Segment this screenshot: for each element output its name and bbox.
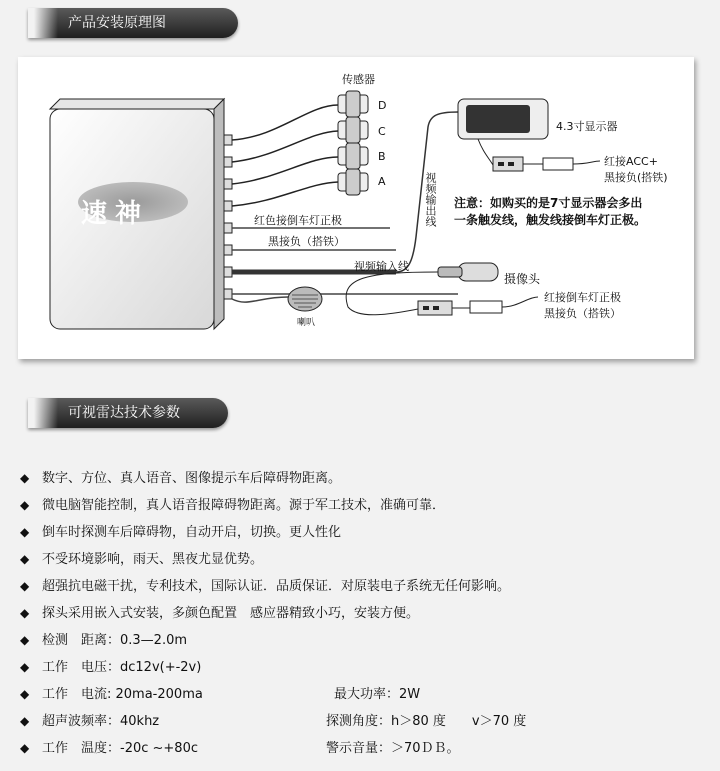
feature-text: 工作 电压：dc12v(+-2v) [42,660,202,675]
feature-item [20,573,510,600]
sensors [338,91,368,195]
display-device [458,99,600,171]
bullet-icon: ◆ [20,741,30,755]
feature-item [20,654,510,681]
feature-text: 超强抗电磁干扰，专利技术，国际认证．品质保证．对原装电子系统无任何影响。 [42,579,511,594]
feature-item [20,519,510,546]
sensor-label-d: D [378,99,387,112]
bullet-icon: ◆ [20,633,30,647]
feature-item [20,465,510,492]
feature-text: 探头采用嵌入式安装，多颜色配置 感应器精致小巧，安装方便。 [42,606,420,621]
feature-text: 数字、方位、真人语音、图像提示车后障碍物距离。 [42,471,342,486]
camera-wire-black-label: 黑接负（搭铁） [544,307,621,320]
feature-text: 倒车时探测车后障碍物，自动开启，切换。更人性化 [42,525,342,540]
speaker-label: 喇叭 [297,318,316,328]
section-title-diagram-text: 产品安装原理图 [68,15,166,31]
spec-detect-angle: 探测角度：h＞80 度 v＞70 度 [326,714,527,729]
brand-text: 速神 [81,199,150,229]
camera-label: 摄像头 [504,272,541,286]
sensor-wires [232,105,338,206]
feature-item [20,600,510,627]
black-wire-label: 黑接负（搭铁） [268,235,345,248]
video-in-label: 视频输入线 [354,260,409,273]
connector-ports [224,135,232,299]
installation-diagram [18,57,694,359]
spec-alert-volume: 警示音量：＞70ＤＢ。 [326,741,460,756]
feature-item [20,546,510,573]
display-label: 4.3寸显示器 [556,120,618,133]
video-out-label: 视频输出线 [424,172,437,227]
bullet-icon: ◆ [20,471,30,485]
feature-item [20,627,510,654]
display-wire-black-label: 黑接负(搭铁) [604,171,668,184]
bullet-icon: ◆ [20,498,30,512]
feature-text: 工作 温度：-20c ~+80c [42,741,198,756]
section-title-diagram [28,8,238,38]
bullet-icon: ◆ [20,606,30,620]
feature-text: 工作 电流: 20ma-200ma [42,687,203,702]
bullet-icon: ◆ [20,660,30,674]
display-wire-red-label: 红接ACC+ [604,155,658,168]
feature-text: 检测 距离：0.3—2.0m [42,633,188,648]
sensor-group-label: 传感器 [342,73,375,86]
note-line-1: 注意：如购买的是7寸显示器会多出 [454,196,643,210]
note-line-2: 一条触发线，触发线接倒车灯正极。 [454,213,647,227]
spec-max-power: 最大功率：2W [334,687,421,702]
bullet-icon: ◆ [20,714,30,728]
camera-wire-red-label: 红接倒车灯正极 [544,291,621,304]
feature-text: 超声波频率：40khz [42,714,160,729]
section-title-specs [28,398,228,428]
bullet-icon: ◆ [20,579,30,593]
bullet-icon: ◆ [20,525,30,539]
bullet-icon: ◆ [20,687,30,701]
sensor-label-a: A [378,175,386,188]
sensor-label-b: B [378,150,386,163]
sensor-label-c: C [378,125,386,138]
feature-item [20,681,510,708]
bullet-icon: ◆ [20,552,30,566]
feature-item [20,492,510,519]
feature-text: 不受环境影响，雨天、黑夜尤显优势。 [42,552,264,567]
section-title-specs-text: 可视雷达技术参数 [68,405,180,421]
feature-text: 微电脑智能控制，真人语音报障碍物距离。源于军工技术，准确可靠． [42,498,446,513]
red-wire-label: 红色接倒车灯正极 [254,214,342,227]
